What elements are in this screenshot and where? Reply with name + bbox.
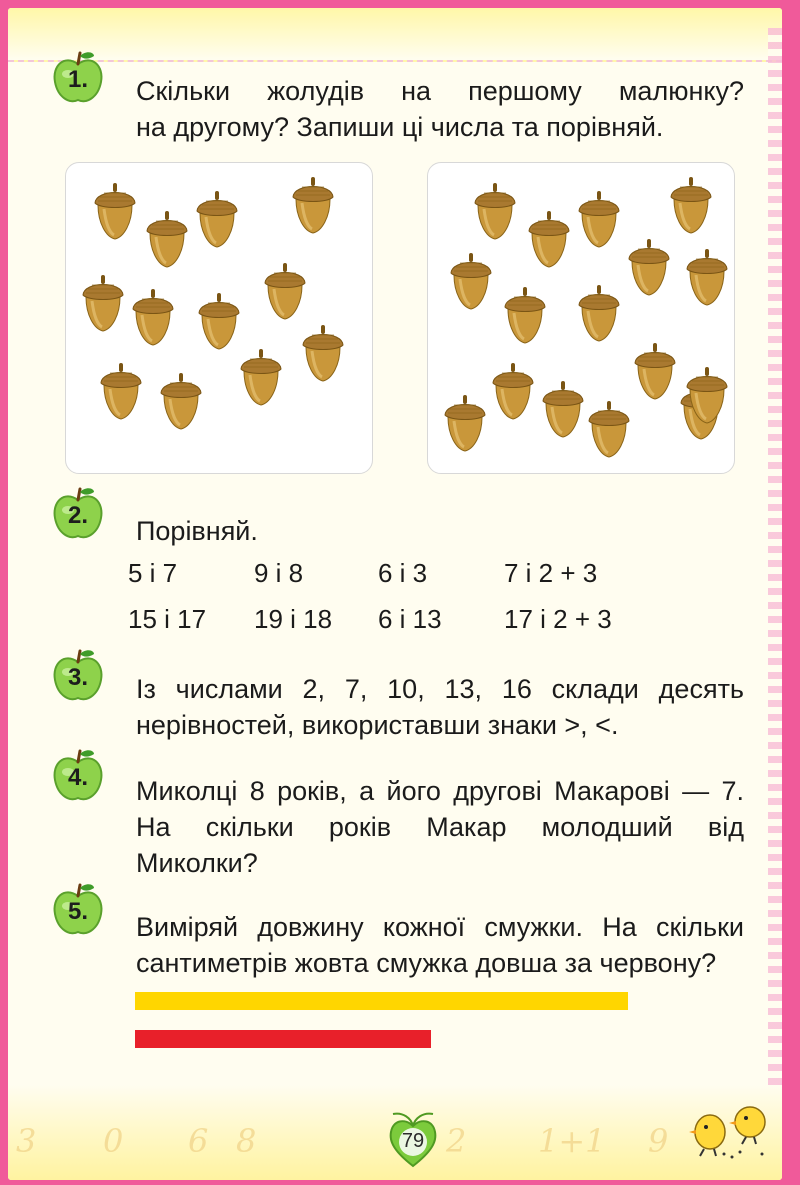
acorn-icon — [196, 187, 238, 249]
acorn-icon — [588, 397, 630, 459]
background-digit: 3 — [16, 1122, 37, 1160]
task-4-text-line: На скільки років Макар молодший від — [136, 812, 744, 842]
right-decorative-edge — [768, 28, 782, 1108]
task-3-text-line: Із числами 2, 7, 10, 13, 16 склади десять — [136, 674, 744, 704]
background-digit: 6 — [188, 1122, 209, 1160]
chicks-illustration — [684, 1094, 774, 1160]
acorn-icon — [492, 359, 534, 421]
acorn-icon — [100, 359, 142, 421]
comparison-item: 9 і 8 — [254, 558, 304, 588]
acorn-icon — [670, 173, 712, 235]
task-1-text-line: Скільки жолудів на першому малюнку? — [136, 76, 744, 106]
comparison-item: 5 і 7 — [128, 558, 178, 588]
acorn-icon — [292, 173, 334, 235]
comparison-item: 6 і 13 — [378, 604, 442, 634]
acorn-icon — [132, 285, 174, 347]
task-1-text-line: на другому? Запиши ці числа та порівняй. — [136, 112, 664, 142]
acorn-icon — [542, 377, 584, 439]
acorn-icon — [504, 283, 546, 345]
yellow-strip — [135, 992, 628, 1010]
acorn-icon — [240, 345, 282, 407]
task-1-apple-badge — [50, 50, 106, 106]
red-strip — [135, 1030, 431, 1048]
page-number: 79 — [401, 1130, 425, 1152]
acorn-icon — [146, 207, 188, 269]
background-digit: 9 — [648, 1122, 669, 1160]
background-digit: 8 — [236, 1122, 257, 1160]
task-number: 1. — [67, 66, 88, 93]
task-number: 4. — [67, 764, 88, 791]
acorn-icon — [302, 321, 344, 383]
comparison-item: 19 і 18 — [254, 604, 333, 634]
acorn-icon — [160, 369, 202, 431]
task-number: 2. — [67, 502, 88, 529]
page-number-badge — [385, 1106, 441, 1172]
acorn-icon — [634, 339, 676, 401]
acorn-icon — [198, 289, 240, 351]
textbook-page — [8, 8, 782, 1180]
task-5-text-line: Виміряй довжину кожної смужки. На скільки — [136, 912, 744, 942]
task-4-text-line: Миколці 8 років, а його другові Макарові — 7. — [136, 776, 744, 806]
comparison-item: 6 і 3 — [378, 558, 428, 588]
acorn-icon — [474, 179, 516, 241]
acorn-icon — [444, 391, 486, 453]
task-3-text-line: нерівностей, використавши знаки >, <. — [136, 710, 619, 740]
acorn-picture-left — [65, 162, 373, 474]
acorn-icon — [686, 363, 728, 425]
task-5-text-line: сантиметрів жовта смужка довша за червону? — [136, 948, 717, 978]
task-4-apple-badge — [50, 748, 106, 804]
background-digit: 1+1 — [538, 1122, 606, 1160]
acorn-icon — [578, 187, 620, 249]
acorn-icon — [264, 259, 306, 321]
task-2-apple-badge — [50, 486, 106, 542]
background-digit: 0 — [103, 1122, 124, 1160]
task-4-text-line: Миколки? — [136, 848, 258, 878]
top-decorative-band — [8, 8, 782, 62]
task-number: 5. — [67, 898, 88, 925]
acorn-picture-right — [427, 162, 735, 474]
task-number: 3. — [67, 664, 88, 691]
comparison-item: 17 і 2 + 3 — [504, 604, 612, 634]
task-5-apple-badge — [50, 882, 106, 938]
comparison-item: 15 і 17 — [128, 604, 207, 634]
task-3-apple-badge — [50, 648, 106, 704]
acorn-icon — [578, 281, 620, 343]
acorn-icon — [528, 207, 570, 269]
acorn-icon — [450, 249, 492, 311]
background-digit: 2 — [446, 1122, 467, 1160]
acorn-icon — [686, 245, 728, 307]
acorn-icon — [82, 271, 124, 333]
comparison-item: 7 і 2 + 3 — [504, 558, 598, 588]
acorn-icon — [628, 235, 670, 297]
acorn-icon — [94, 179, 136, 241]
task-2-text: Порівняй. — [136, 516, 258, 546]
